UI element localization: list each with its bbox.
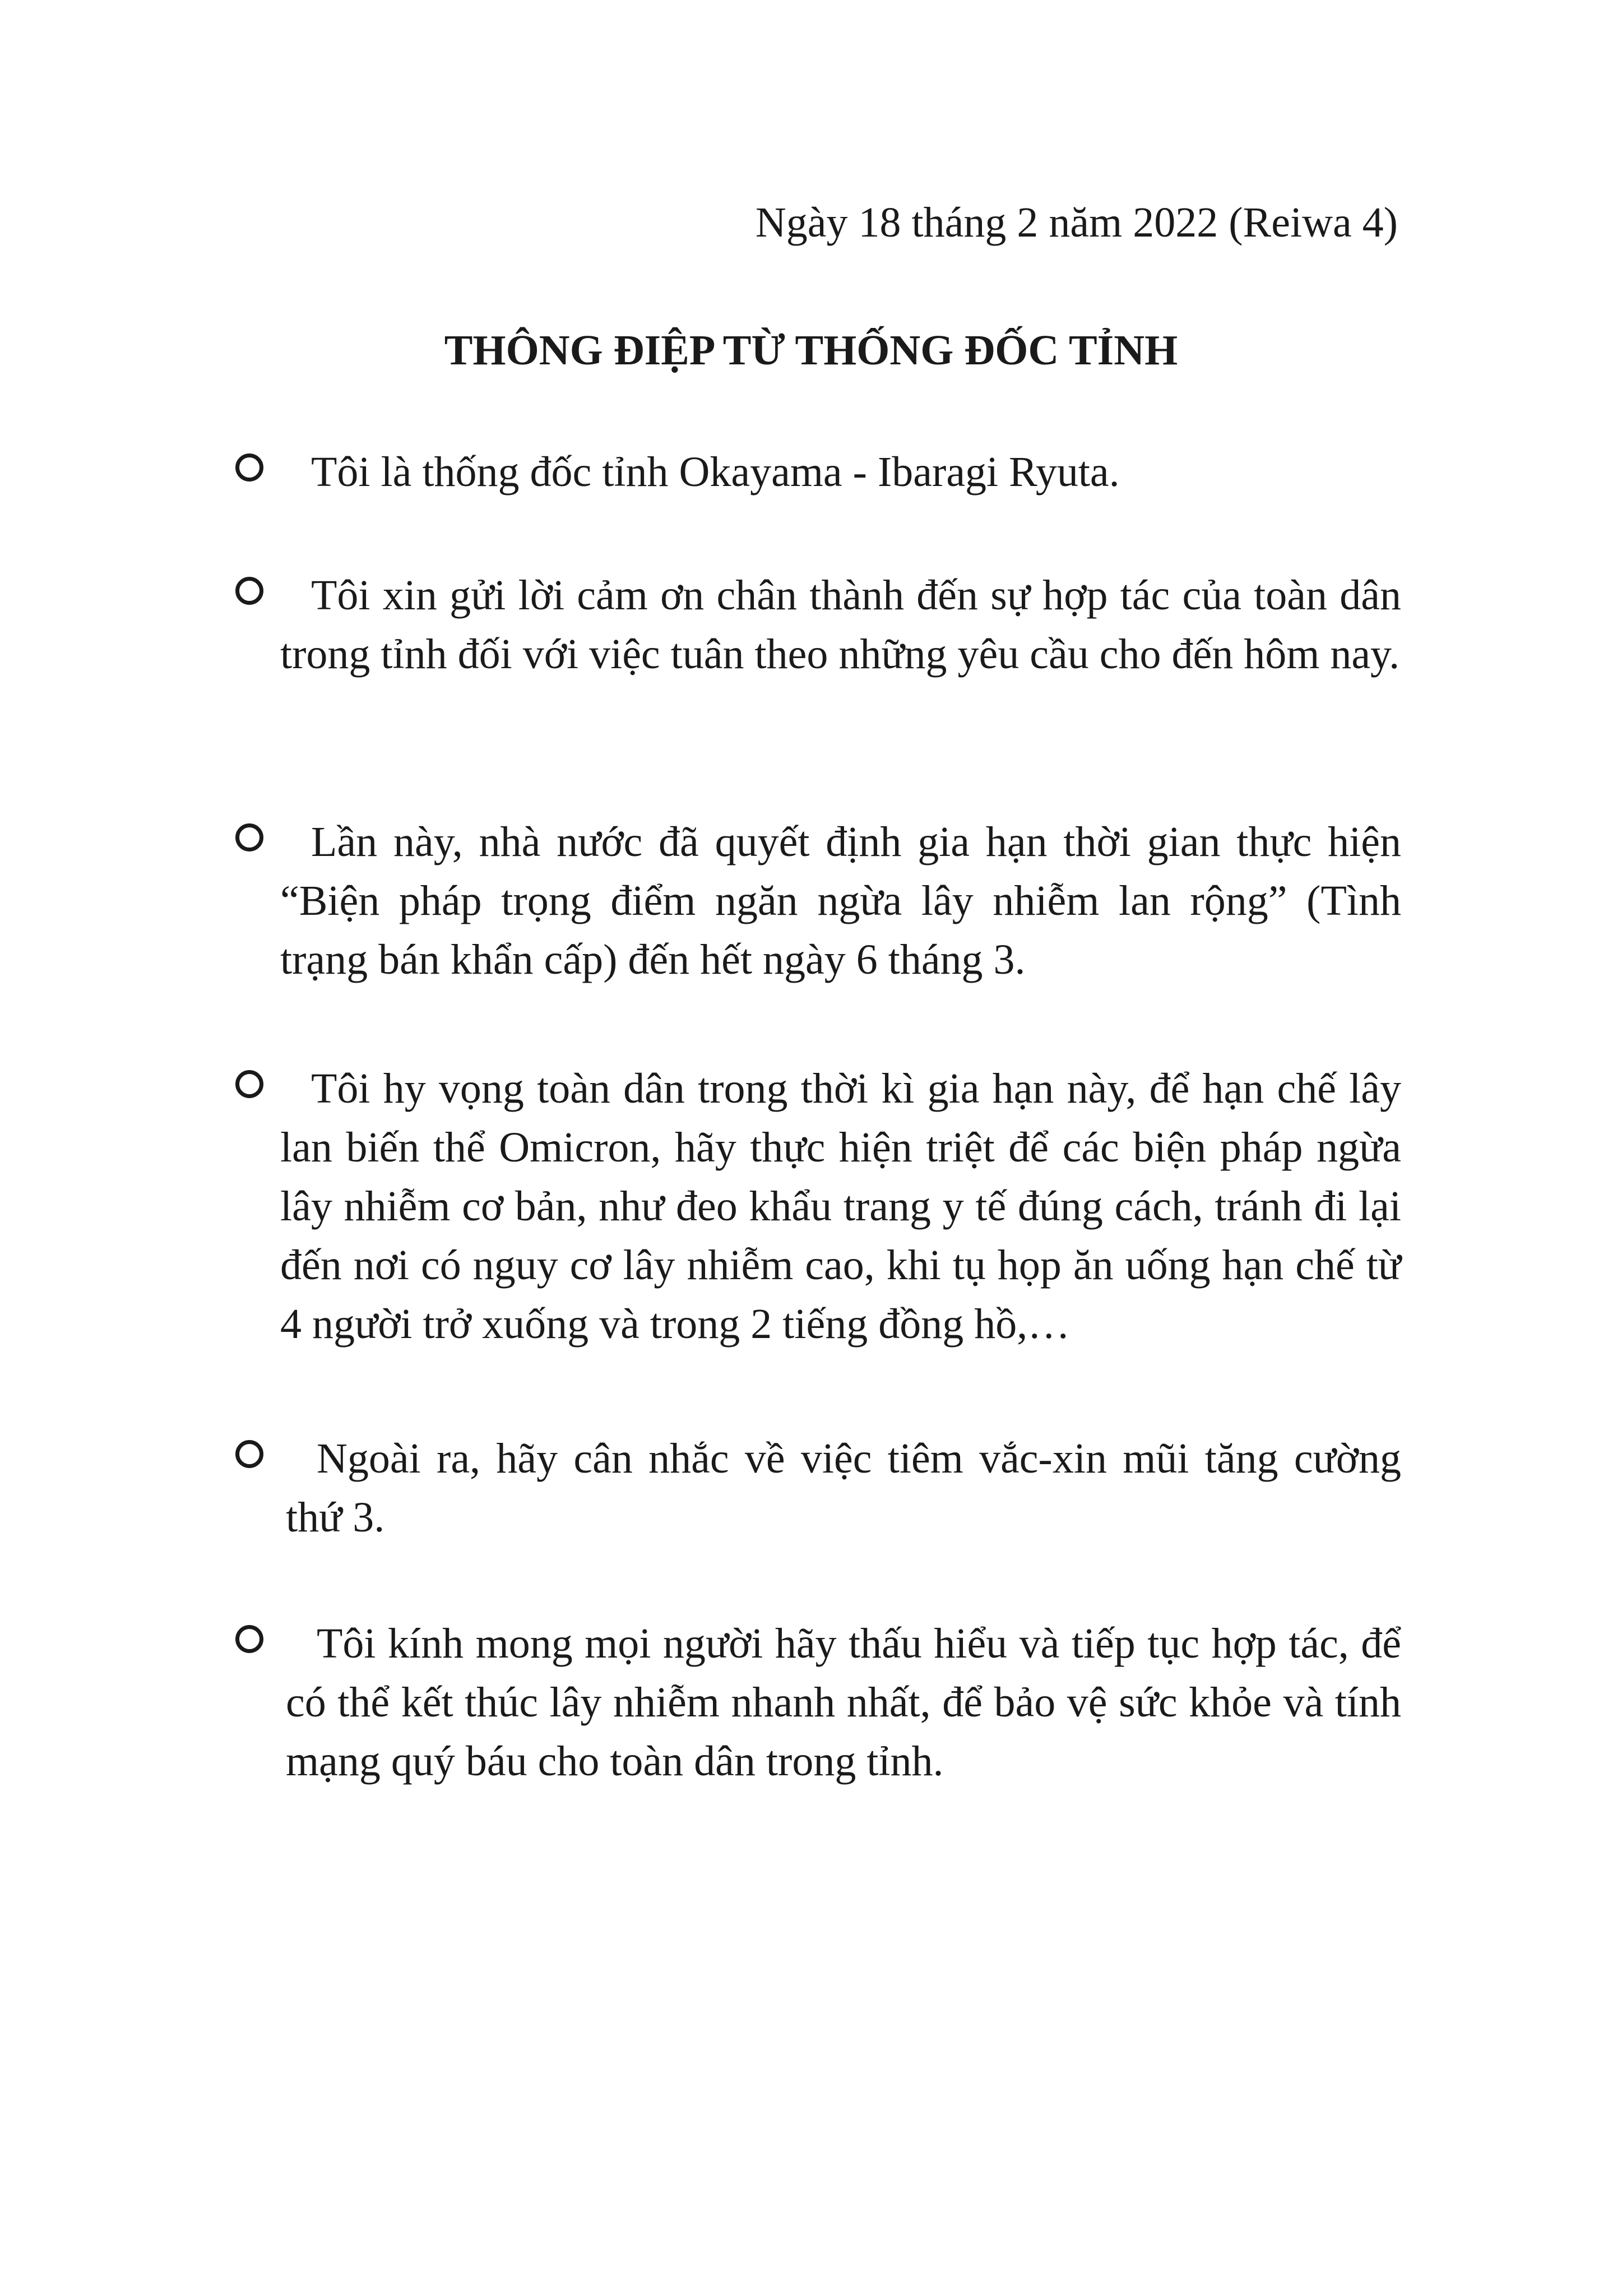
circle-bullet-icon [235, 1070, 263, 1098]
paragraph-text: Tôi là thống đốc tỉnh Okayama - Ibaragi Ryuta. [311, 448, 1120, 496]
document-title: THÔNG ĐIỆP TỪ THỐNG ĐỐC TỈNH [444, 327, 1178, 374]
paragraph-text: Ngoài ra, hãy cân nhắc về việc tiêm vắc-xin mũi tăng cường thứ 3. [286, 1435, 1401, 1541]
circle-bullet-icon [235, 577, 263, 605]
circle-bullet-icon [235, 1625, 263, 1653]
paragraph-text: Lần này, nhà nước đã quyết định gia hạn thời gian thực hiện “Biện pháp trọng điểm ngăn ngừa lây nhiễm lan rộng” (Tình trạng bán khẩn cấp) đến hết ngày 6 tháng 3. [280, 818, 1401, 983]
document-date: Ngày 18 tháng 2 năm 2022 (Reiwa 4) [755, 199, 1398, 246]
circle-bullet-icon [235, 823, 263, 851]
circle-bullet-icon [235, 1440, 263, 1468]
paragraph-text: Tôi hy vọng toàn dân trong thời kì gia hạn này, để hạn chế lây lan biến thể Omicron, hãy thực hiện triệt để các biện pháp ngừa lây nhiễm cơ bản, như đeo khẩu trang y tế đúng cách, tránh đi lại đến nơi có nguy cơ lây nhiễm cao, khi tụ họp ăn uống hạn chế từ 4 người trở xuống và trong 2 tiếng đồng hồ,… [280, 1065, 1401, 1348]
circle-bullet-icon [235, 453, 263, 482]
paragraph-text: Tôi kính mong mọi người hãy thấu hiểu và tiếp tục hợp tác, để có thể kết thúc lây nhiễm nhanh nhất, để bảo vệ sức khỏe và tính mạng quý báu cho toàn dân trong tỉnh. [286, 1620, 1401, 1785]
paragraph-text: Tôi xin gửi lời cảm ơn chân thành đến sự hợp tác của toàn dân trong tỉnh đối với việc tuân theo những yêu cầu cho đến hôm nay. [280, 572, 1401, 678]
